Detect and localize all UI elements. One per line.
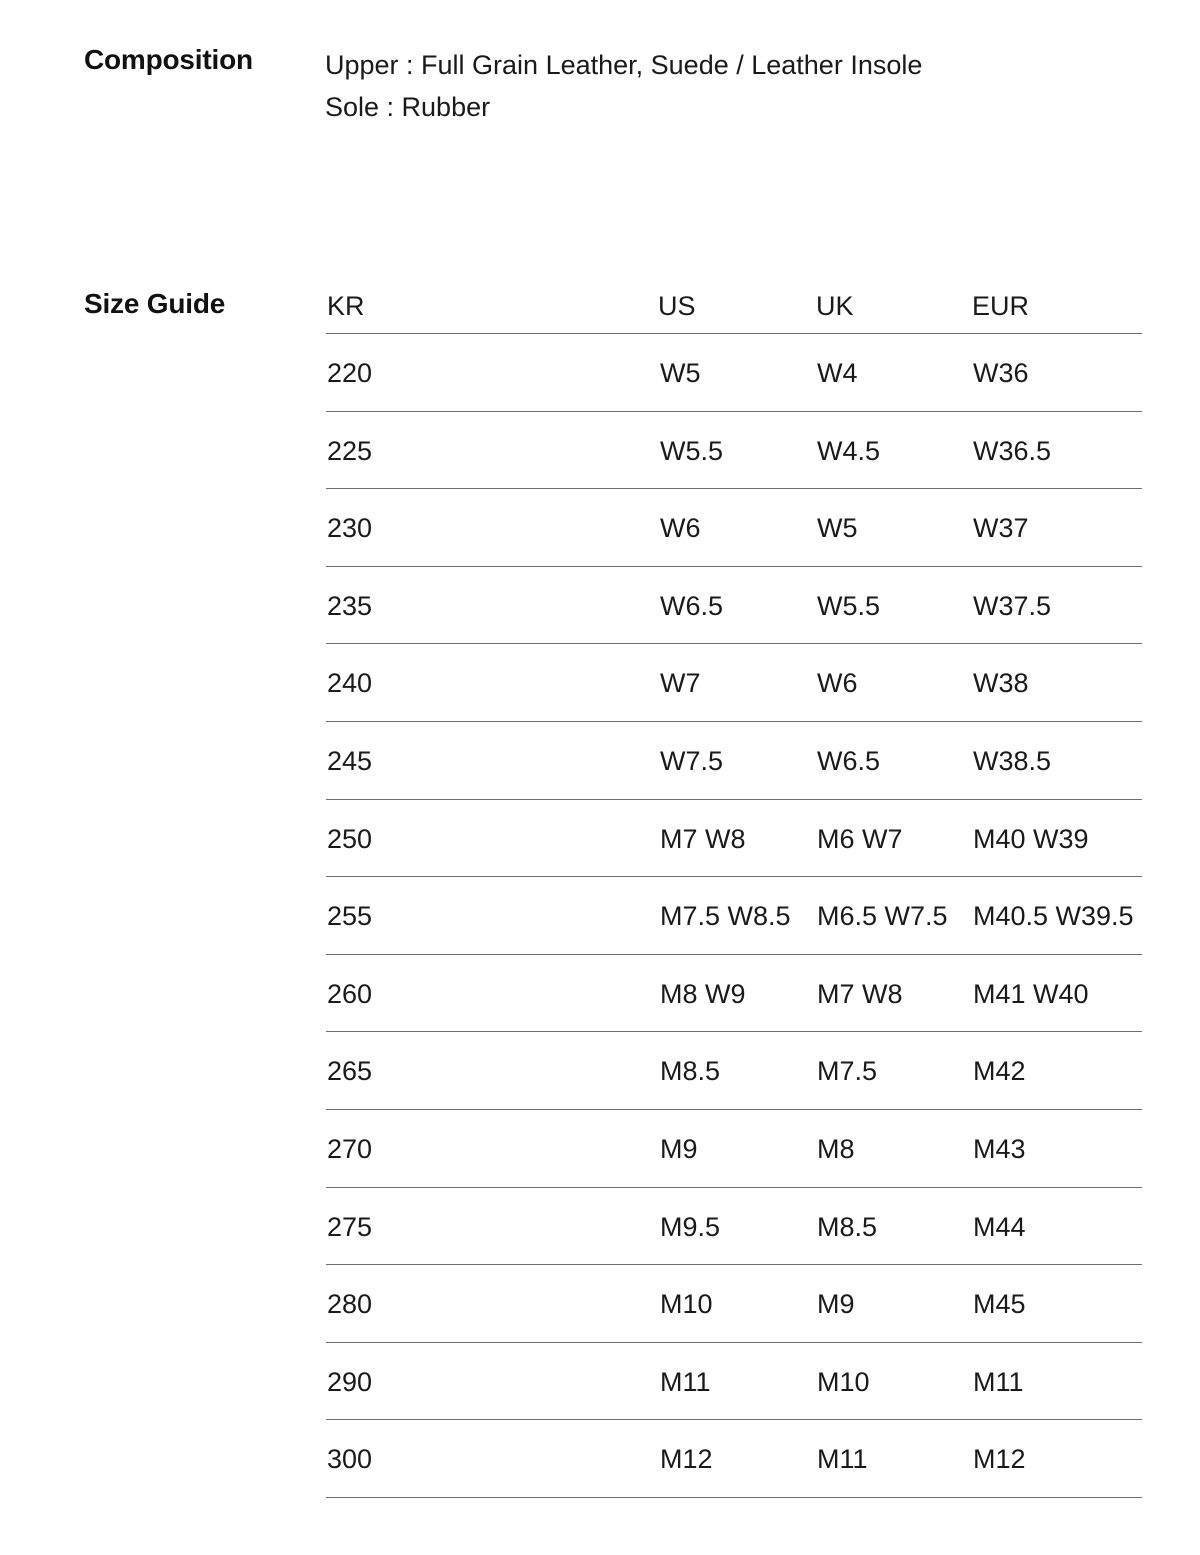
size-cell-us: M10 <box>660 1289 713 1320</box>
size-cell-eur: W37 <box>973 513 1029 544</box>
size-cell-us: W7.5 <box>660 745 724 776</box>
size-cell-us: M9.5 <box>660 1211 721 1242</box>
size-cell-kr: 245 <box>327 745 373 776</box>
size-cell-eur: M44 <box>973 1211 1026 1242</box>
size-cell-eur: W36.5 <box>973 435 1052 466</box>
size-cell-us: M8 W9 <box>660 978 746 1009</box>
size-cell-kr: 235 <box>327 590 373 621</box>
composition-upper-line: Upper : Full Grain Leather, Suede / Leather Insole <box>325 50 923 80</box>
size-cell-us: M7 W8 <box>660 823 746 854</box>
size-cell-eur: M11 <box>973 1366 1024 1397</box>
size-cell-kr: 240 <box>327 668 373 699</box>
size-cell-kr: 290 <box>327 1366 373 1397</box>
size-cell-us: W7 <box>660 668 701 699</box>
size-cell-uk: M6 W7 <box>817 823 903 854</box>
column-header-uk: UK <box>816 291 854 321</box>
size-cell-eur: M41 W40 <box>973 978 1089 1009</box>
size-cell-eur: M40 W39 <box>973 823 1089 854</box>
composition-details <box>325 44 922 128</box>
table-row <box>326 412 1142 490</box>
size-cell-eur: W38 <box>973 668 1029 699</box>
size-cell-kr: 230 <box>327 513 373 544</box>
table-row <box>326 1420 1142 1498</box>
column-header-us: US <box>658 291 696 321</box>
table-header-row <box>326 282 1142 334</box>
size-cell-uk: W4 <box>817 358 858 388</box>
size-cell-uk: M8 <box>817 1133 855 1164</box>
table-row <box>326 334 1142 412</box>
size-cell-eur: M45 <box>973 1289 1026 1320</box>
size-cell-kr: 220 <box>327 358 373 388</box>
table-row <box>326 1110 1142 1188</box>
size-cell-kr: 260 <box>327 978 373 1009</box>
size-cell-us: W6 <box>660 513 701 544</box>
size-cell-eur: M40.5 W39.5 <box>973 901 1134 932</box>
size-cell-uk: M10 <box>817 1366 870 1397</box>
size-cell-eur: M43 <box>973 1133 1026 1164</box>
size-cell-us: M12 <box>660 1444 713 1475</box>
column-header-eur: EUR <box>972 291 1030 321</box>
size-cell-kr: 250 <box>327 823 373 854</box>
table-row <box>326 955 1142 1033</box>
table-row <box>326 567 1142 645</box>
table-row <box>326 644 1142 722</box>
table-row <box>326 489 1142 567</box>
size-cell-kr: 270 <box>327 1133 373 1164</box>
size-cell-kr: 265 <box>327 1056 373 1087</box>
table-row <box>326 1343 1142 1421</box>
table-row <box>326 1032 1142 1110</box>
size-cell-kr: 255 <box>327 901 373 932</box>
size-cell-us: M8.5 <box>660 1056 721 1087</box>
size-cell-us: M11 <box>660 1366 711 1397</box>
size-cell-eur: W36 <box>973 358 1029 388</box>
size-cell-us: M9 <box>660 1133 698 1164</box>
size-cell-uk: M11 <box>817 1444 868 1475</box>
size-cell-us: W5.5 <box>660 435 724 466</box>
size-cell-eur: M42 <box>973 1056 1026 1087</box>
size-cell-us: W6.5 <box>660 590 724 621</box>
composition-heading: Composition <box>84 44 253 75</box>
table-row <box>326 1265 1142 1343</box>
composition-sole-line: Sole : Rubber <box>325 92 491 122</box>
size-cell-eur: W37.5 <box>973 590 1052 621</box>
table-row <box>326 722 1142 800</box>
size-cell-uk: W5.5 <box>817 590 881 621</box>
size-cell-uk: M8.5 <box>817 1211 878 1242</box>
size-cell-uk: W6.5 <box>817 745 881 776</box>
size-cell-uk: W6 <box>817 668 858 699</box>
size-cell-uk: W5 <box>817 513 858 544</box>
table-row <box>326 877 1142 955</box>
table-row <box>326 1188 1142 1266</box>
column-header-kr: KR <box>327 291 365 321</box>
size-cell-kr: 275 <box>327 1211 373 1242</box>
size-guide-heading: Size Guide <box>84 288 226 319</box>
size-cell-us: W5 <box>660 358 701 388</box>
size-cell-us: M7.5 W8.5 <box>660 901 791 932</box>
size-guide-table <box>326 282 1142 1498</box>
size-cell-eur: W38.5 <box>973 745 1052 776</box>
size-cell-uk: M7 W8 <box>817 978 903 1009</box>
size-cell-uk: M7.5 <box>817 1056 878 1087</box>
size-cell-kr: 300 <box>327 1444 373 1475</box>
size-cell-uk: M6.5 W7.5 <box>817 901 948 932</box>
size-cell-kr: 225 <box>327 435 373 466</box>
size-cell-eur: M12 <box>973 1444 1026 1475</box>
table-row <box>326 800 1142 878</box>
size-cell-kr: 280 <box>327 1289 373 1320</box>
size-cell-uk: W4.5 <box>817 435 881 466</box>
size-cell-uk: M9 <box>817 1289 855 1320</box>
